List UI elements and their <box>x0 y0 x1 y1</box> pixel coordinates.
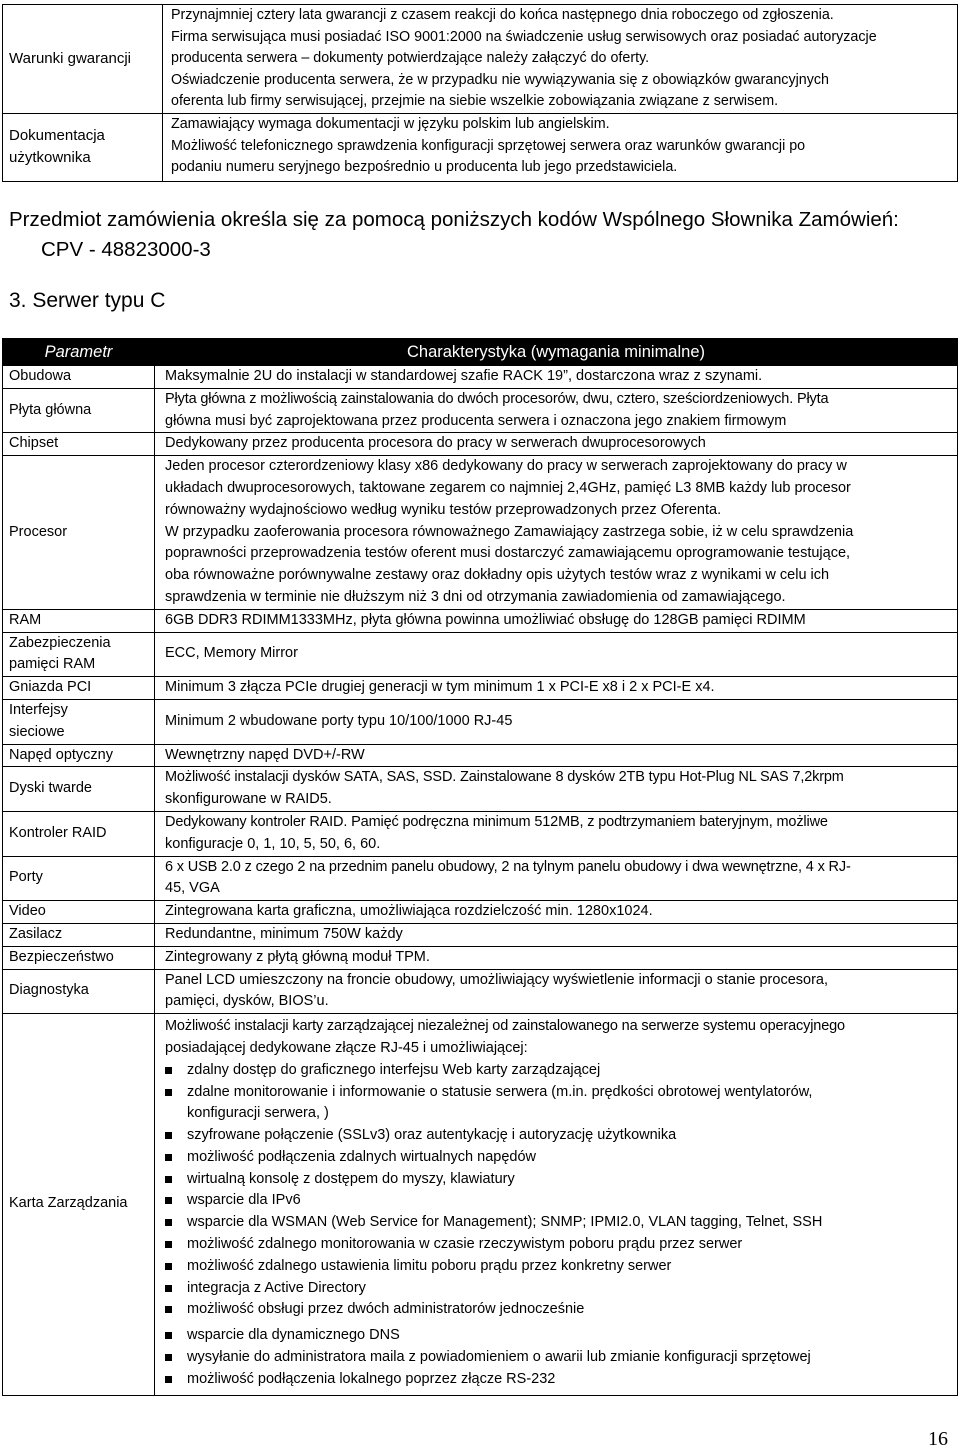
text-line: producenta serwera – dokumenty potwierdzające należy załączyć do oferty. <box>171 50 650 67</box>
list-item-continuation: konfiguracji serwera, ) <box>187 1105 329 1122</box>
table-row <box>3 5 958 114</box>
list-item: wysyłanie do administratora maila z powiadomieniem o awarii lub zmianie konfiguracji sprzętowej <box>165 1347 947 1369</box>
text-line: równoważny wydajnościowo według wyniku testów przeprowadzonych przez Oferenta. <box>165 501 722 518</box>
param-cell: Karta Zarządzania <box>3 1014 155 1396</box>
text-line: W przypadku zaoferowania procesora równoważnego Zamawiający zastrzega sobie, iż w celu sprawdzenia <box>165 523 854 540</box>
param-cell: Video <box>3 901 155 924</box>
list-item-text: zdalne monitorowanie i informowanie o statusie serwera (m.in. prędkości obrotowej wentylatorów, <box>187 1083 813 1100</box>
list-item: możliwość podłączenia zdalnych wirtualnych napędów <box>165 1147 947 1169</box>
table-row <box>3 969 958 1014</box>
param-cell <box>3 632 155 677</box>
param-cell: Procesor <box>3 456 155 610</box>
list-item: integracja z Active Directory <box>165 1278 947 1300</box>
text-line: Zintegrowany z płytą główną moduł TPM. <box>165 948 430 965</box>
param-cell: Płyta główna <box>3 388 155 433</box>
cpv-line-1: Przedmiot zamówienia określa się za pomocą poniższych kodów Wspólnego Słownika Zamówień: <box>9 208 899 231</box>
table-row <box>3 901 958 924</box>
value-cell <box>155 856 958 901</box>
label-line: Dokumentacja <box>9 127 105 145</box>
text-line: poprawności przeprowadzenia testów oferent musi dostarczyć zamawiającemu oprogramowanie testujące, <box>165 545 851 562</box>
param-cell: Napęd optyczny <box>3 744 155 767</box>
value-cell <box>155 433 958 456</box>
text-line: Zintegrowana karta graficzna, umożliwiająca rozdzielczość min. 1280x1024. <box>165 903 653 920</box>
text-line: sprawdzenia w terminie nie dłuższym niż 3 dni od otrzymania zawiadomienia od zamawiającego. <box>165 588 786 605</box>
table-row <box>3 767 958 812</box>
value-cell <box>155 632 958 677</box>
header-characteristics: Charakterystyka (wymagania minimalne) <box>155 339 958 366</box>
param-cell: Gniazda PCI <box>3 677 155 700</box>
list-item: wsparcie dla WSMAN (Web Service for Management); SNMP; IPMI2.0, VLAN tagging, Telnet, SSH <box>165 1212 947 1234</box>
value-cell <box>155 923 958 946</box>
text-line: Przynajmniej cztery lata gwarancji z czasem reakcji do końca następnego dnia roboczego od zgłoszenia. <box>171 7 834 23</box>
value-cell <box>155 388 958 433</box>
param-cell: RAM <box>3 609 155 632</box>
param-line: sieciowe <box>9 723 65 740</box>
value-cell <box>155 946 958 969</box>
value-cell <box>155 767 958 812</box>
value-cell <box>155 677 958 700</box>
row-content-documentation <box>163 113 958 181</box>
param-cell <box>3 699 155 744</box>
text-line: Minimum 2 wbudowane porty typu 10/100/1000 RJ-45 <box>165 712 513 729</box>
param-cell: Bezpieczeństwo <box>3 946 155 969</box>
table-row <box>3 856 958 901</box>
value-cell <box>155 1014 958 1396</box>
text-line: Panel LCD umieszczony na froncie obudowy, umożliwiający wyświetlenie informacji o stanie procesora, <box>165 971 828 988</box>
feature-list <box>165 1060 947 1391</box>
warranty-table <box>2 4 958 182</box>
param-cell: Obudowa <box>3 366 155 389</box>
page-number: 16 <box>928 1428 948 1450</box>
cpv-code: CPV - 48823000-3 <box>41 238 211 261</box>
text-line: posiadającej dedykowane złącze RJ-45 i umożliwiającej: <box>165 1039 528 1056</box>
text-line: Firma serwisująca musi posiadać ISO 9001:2000 na świadczenie usług serwisowych oraz posiadać autoryzacje <box>171 28 877 45</box>
table-row <box>3 609 958 632</box>
param-line: pamięci RAM <box>9 656 96 673</box>
value-cell <box>155 969 958 1014</box>
text-line: 6 x USB 2.0 z czego 2 na przednim panelu obudowy, 2 na tylnym panelu obudowy i dwa wewnętrzne, 4 x RJ- <box>165 858 851 875</box>
text-line: oferenta lub firmy serwisującej, przejmie na siebie wszelkie zobowiązania związane z serwisem. <box>171 93 779 110</box>
param-line: Zabezpieczenia <box>9 634 111 651</box>
value-cell <box>155 456 958 610</box>
table-row <box>3 923 958 946</box>
text-line: główna musi być zaprojektowana przez producenta serwera i oznaczona jego znakiem firmowym <box>165 412 787 429</box>
text-line: układach dwuprocesorowych, taktowane zegarem co najmniej 2,4GHz, pamięć L3 8MB każdy lub procesor <box>165 479 851 496</box>
section-title: 3. Serwer typu C <box>9 289 166 312</box>
cpv-paragraph <box>9 205 954 265</box>
list-item: wsparcie dla dynamicznego DNS <box>165 1325 947 1347</box>
list-item: możliwość zdalnego ustawienia limitu poboru prądu przez konkretny serwer <box>165 1256 947 1278</box>
text-line: pamięci, dysków, BIOS’u. <box>165 993 329 1010</box>
text-line: Minimum 3 złącza PCIe drugiej generacji w tym minimum 1 x PCI-E x8 i 2 x PCI-E x4. <box>165 679 715 696</box>
table-row <box>3 1014 958 1396</box>
param-cell: Dyski twarde <box>3 767 155 812</box>
list-item: możliwość obsługi przez dwóch administratorów jednocześnie <box>165 1299 947 1321</box>
value-cell <box>155 811 958 856</box>
list-item: możliwość podłączenia lokalnego poprzez złącze RS-232 <box>165 1369 947 1391</box>
value-cell <box>155 744 958 767</box>
param-line: Interfejsy <box>9 701 68 718</box>
table-row <box>3 699 958 744</box>
param-cell: Porty <box>3 856 155 901</box>
text-line: skonfigurowane w RAID5. <box>165 791 332 808</box>
table-row <box>3 456 958 610</box>
table-row <box>3 744 958 767</box>
header-parameter: Parametr <box>3 339 155 366</box>
text-line: ECC, Memory Mirror <box>165 645 298 662</box>
text-line: Dedykowany kontroler RAID. Pamięć podręczna minimum 512MB, z podtrzymaniem bateryjnym, możliwe <box>165 813 828 830</box>
text-line: podaniu numeru seryjnego bezpośrednio u producenta lub jego przedstawiciela. <box>171 159 678 176</box>
value-cell <box>155 699 958 744</box>
table-row <box>3 388 958 433</box>
list-item: wirtualną konsolę z dostępem do myszy, klawiatury <box>165 1169 947 1191</box>
list-item <box>165 1082 947 1126</box>
text-line: Płyta główna z możliwością zainstalowania do dwóch procesorów, dwu, cztero, sześciordzeniowych. Płyta <box>165 390 829 407</box>
text-line: konfiguracje 0, 1, 10, 5, 50, 6, 60. <box>165 835 381 852</box>
text-line: Możliwość instalacji dysków SATA, SAS, SSD. Zainstalowane 8 dysków 2TB typu Hot-Plug NL SAS 7,2krpm <box>165 769 844 786</box>
row-content-warranty <box>163 5 958 114</box>
text-line: Jeden procesor czterordzeniowy klasy x86 dedykowany do pracy w serwerach zaprojektowany do pracy w <box>165 458 847 475</box>
table-row <box>3 366 958 389</box>
list-item: możliwość zdalnego monitorowania w czasie rzeczywistym poboru prądu przez serwer <box>165 1234 947 1256</box>
value-cell <box>155 366 958 389</box>
text-line: oba równoważne porównywalne zestawy oraz dokładny opis użytych testów wraz z wynikami w celu ich <box>165 567 830 584</box>
table-row <box>3 632 958 677</box>
param-cell: Chipset <box>3 433 155 456</box>
value-cell <box>155 609 958 632</box>
text-line: Zamawiający wymaga dokumentacji w języku polskim lub angielskim. <box>171 115 610 132</box>
table-row <box>3 113 958 181</box>
label-line: użytkownika <box>9 149 91 167</box>
table-header-row <box>3 339 958 366</box>
table-row <box>3 677 958 700</box>
table-row <box>3 433 958 456</box>
text-line: 6GB DDR3 RDIMM1333MHz, płyta główna powinna umożliwiać obsługę do 128GB pamięci RDIMM <box>165 611 806 628</box>
text-line: Wewnętrzny napęd DVD+/-RW <box>165 746 365 763</box>
table-row <box>3 811 958 856</box>
text-line: 45, VGA <box>165 880 220 897</box>
spec-table <box>2 338 958 1396</box>
table-row <box>3 946 958 969</box>
row-label-warranty: Warunki gwarancji <box>3 5 163 114</box>
text-line: Oświadczenie producenta serwera, że w przypadku nie wywiązywania się z obowiązków gwarancyjnych <box>171 71 829 88</box>
param-cell: Diagnostyka <box>3 969 155 1014</box>
text-line: Możliwość instalacji karty zarządzającej niezależnej od zainstalowanego na serwerze systemu operacyjnego <box>165 1018 845 1035</box>
list-item: szyfrowane połączenie (SSLv3) oraz autentykację i autoryzację użytkownika <box>165 1125 947 1147</box>
param-cell: Zasilacz <box>3 923 155 946</box>
text-line: Maksymalnie 2U do instalacji w standardowej szafie RACK 19”, dostarczona wraz z szynami. <box>165 368 763 384</box>
text-line: Dedykowany przez producenta procesora do pracy w serwerach dwuprocesorowych <box>165 435 706 452</box>
text-line: Możliwość telefonicznego sprawdzenia konfiguracji sprzętowej serwera oraz warunków gwarancji po <box>171 137 806 154</box>
text-line: Redundantne, minimum 750W każdy <box>165 925 403 942</box>
param-cell: Kontroler RAID <box>3 811 155 856</box>
row-label-documentation <box>3 113 163 181</box>
list-item: wsparcie dla IPv6 <box>165 1190 947 1212</box>
value-cell <box>155 901 958 924</box>
list-item: zdalny dostęp do graficznego interfejsu Web karty zarządzającej <box>165 1060 947 1082</box>
